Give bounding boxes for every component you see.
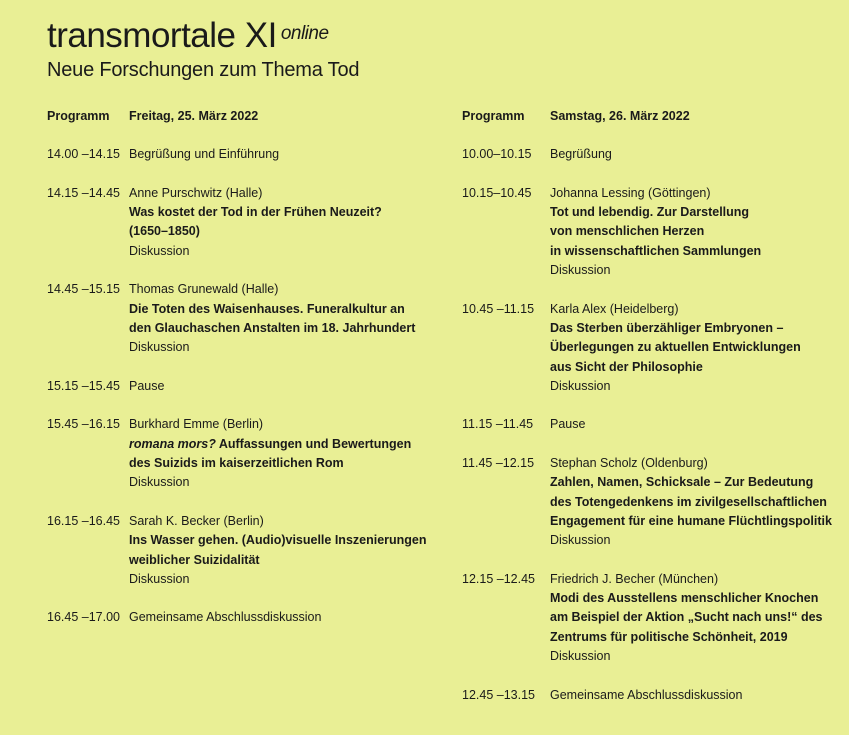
session-row [462,454,842,550]
online-label: online [280,23,329,44]
session-time: 16.15 –16.45 [47,513,120,528]
session-title-line: Die Toten des Waisenhauses. Funeralkultur an [129,301,405,316]
session-row [47,512,442,589]
session-speaker: Friedrich J. Becher (München) [550,571,719,586]
session-title-line: Zahlen, Namen, Schicksale – Zur Bedeutung [550,475,814,490]
session-note: Diskussion [550,263,611,278]
session-time: 15.45 –16.15 [47,417,120,432]
session-speaker: Stephan Scholz (Oldenburg) [550,456,708,471]
session-time: 10.00–10.15 [462,147,532,162]
session-speaker: Pause [129,378,165,393]
session-speaker: Johanna Lessing (Göttingen) [550,185,711,200]
session-row [47,145,442,164]
program-date: Samstag, 26. März 2022 [550,109,690,123]
program-label: Programm [462,109,525,123]
session-speaker: Begrüßung [550,147,612,162]
session-title-line: Zentrums für politische Schönheit, 2019 [550,629,788,644]
session-speaker: Gemeinsame Abschlussdiskussion [129,610,322,625]
session-time: 10.15–10.45 [462,185,532,200]
program-header [47,107,442,126]
session-title-line: aus Sicht der Philosophie [550,359,703,374]
session-note: Diskussion [550,533,611,548]
program-column-friday [47,107,442,647]
session-title-rest: Auffassungen und Bewertungen [215,436,412,451]
session-time: 14.00 –14.15 [47,147,120,162]
session-time: 11.45 –12.15 [462,456,535,471]
session-speaker: Pause [550,417,586,432]
session-row [462,184,842,280]
session-row [47,184,442,261]
session-row [462,570,842,666]
program-date: Freitag, 25. März 2022 [129,109,259,123]
session-row [47,280,442,357]
session-time: 12.15 –12.45 [462,571,535,586]
session-title-line: Engagement für eine humane Flüchtlingspolitik [550,513,832,528]
session-time: 16.45 –17.00 [47,610,120,625]
session-time: 14.45 –15.15 [47,282,120,297]
session-title-italic: romana mors? [129,436,216,451]
session-time: 15.15 –15.45 [47,378,120,393]
session-speaker: Sarah K. Becker (Berlin) [129,513,264,528]
session-title-line: Tot und lebendig. Zur Darstellung [550,205,750,220]
session-row [462,415,842,434]
session-title-line: Das Sterben überzähliger Embryonen – [550,320,784,335]
page-subtitle: Neue Forschungen zum Thema Tod [47,59,360,81]
session-speaker: Gemeinsame Abschlussdiskussion [550,687,743,702]
session-speaker: Anne Purschwitz (Halle) [129,185,263,200]
session-note: Diskussion [550,649,611,664]
session-title-line [129,435,442,454]
program-column-saturday [462,107,842,724]
session-title-line: Was kostet der Tod in der Frühen Neuzeit? [129,205,382,220]
session-note: Diskussion [550,378,611,393]
session-row [462,686,842,705]
session-row [47,608,442,627]
session-time: 10.45 –11.15 [462,301,535,316]
session-title-line: Überlegungen zu aktuellen Entwicklungen [550,340,801,355]
session-title-line: von menschlichen Herzen [550,224,705,239]
session-title-line: des Suizids im kaiserzeitlichen Rom [129,456,344,471]
session-title-line: Ins Wasser gehen. (Audio)visuelle Inszenierungen [129,533,427,548]
session-row [462,145,842,164]
session-speaker: Thomas Grunewald (Halle) [129,282,279,297]
session-note: Diskussion [129,243,190,258]
session-title-line: am Beispiel der Aktion „Sucht nach uns!“ des [550,610,823,625]
session-note: Diskussion [129,475,190,490]
program-label: Programm [47,109,110,123]
session-speaker: Karla Alex (Heidelberg) [550,301,679,316]
page-header [47,16,359,82]
session-speaker: Begrüßung und Einführung [129,147,280,162]
title-text: transmortale XI [47,16,277,55]
session-title-line: Modi des Ausstellens menschlicher Knochen [550,591,819,606]
session-note: Diskussion [129,340,190,355]
program-header [462,107,842,126]
session-title-line: (1650–1850) [129,224,200,239]
session-row [47,415,442,492]
session-speaker: Burkhard Emme (Berlin) [129,417,264,432]
session-title-line: in wissenschaftlichen Sammlungen [550,243,762,258]
session-time: 14.15 –14.45 [47,185,120,200]
session-title-line: weiblicher Suizidalität [129,552,260,567]
session-title-line: den Glauchaschen Anstalten im 18. Jahrhundert [129,320,416,335]
session-note: Diskussion [129,571,190,586]
session-time: 12.45 –13.15 [462,687,535,702]
session-time: 11.15 –11.45 [462,417,534,432]
session-row [47,377,442,396]
session-title-line: des Totengedenkens im zivilgesellschaftlichen [550,494,827,509]
page-title [47,16,359,56]
session-row [462,300,842,396]
